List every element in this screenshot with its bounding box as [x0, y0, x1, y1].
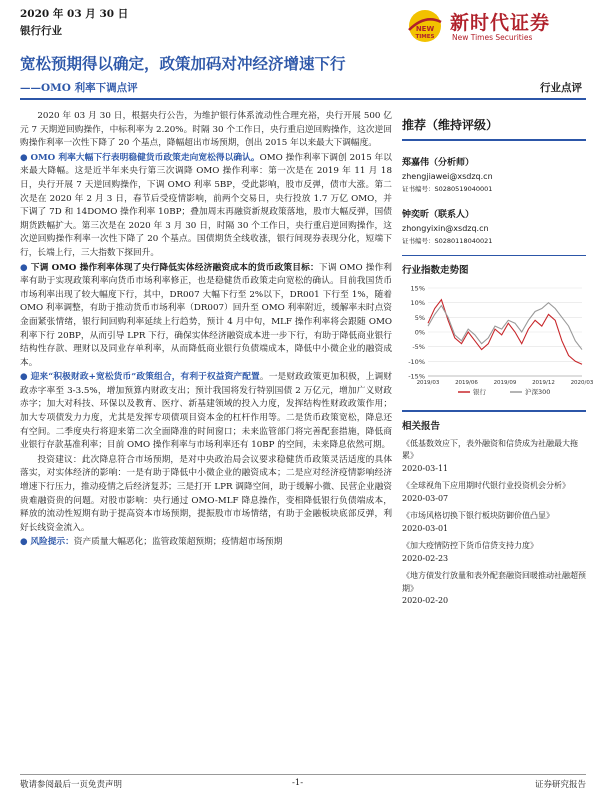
related-report-item[interactable]: [402, 438, 586, 476]
report-date: 2020 年 03 月 30 日: [20, 8, 129, 20]
svg-text:NEW: NEW: [415, 25, 435, 33]
sidebar-divider: [402, 410, 586, 412]
report-title: 宽松预期得以确定，政策加码对冲经济增速下行: [20, 54, 346, 73]
svg-text:TIMES: TIMES: [415, 34, 435, 40]
logo-english-name: New Times Securities: [452, 33, 533, 42]
legend-label: 银行: [473, 388, 486, 396]
section-text: 下调 OMO 操作利率有助于实现政策利率向货币市场利率修正，也是稳健货币政策走向宽松的确认。目前我国货币市场利率出现了较大幅度下行，其中，DR007 大幅下行至 2%以下，DR001 下行至 1%，随着 OMO 利率调整，有助于推动货币市场利率（DR007）回升至 OMO 利率附近，缓解率未时点资金面紧张情绪，银行间回购利率延续上行趋势，预计 4 月中旬，MLF 操作利率将会跟随 OMO 利率下行 20BP，从而引导 LPR 下行，确保实体经济融资成本进一步下行，有助于降低商业银行结构性存款、理财以及同业存单利率，从而降低商业银行负债端成本，降低中小微企业的融资成本。: [20, 262, 392, 368]
risk-heading: 风险提示：: [30, 537, 74, 548]
company-logo: [404, 8, 584, 46]
disclaimer-link[interactable]: 敬请参阅最后一页免责声明: [20, 780, 123, 790]
rating-label: 推荐（维持评级）: [402, 118, 499, 132]
section-text: 。一是财政政策更加积极，上调财政赤字率至 3-3.5%，增加预算内财政支出；预计我国将发行特别国债 2 万亿元，增加广义财政赤字；加大对科技、环保以及教育、医疗、新基建领域的投入力度，发挥结构性财政政策作用；加大专项债发力力度，尤其是发挥专项债项目资本金的杠杆作用等。二是货币政策宽松，降息还有空间。二季度央行将迎来第二次全面降准的时间窗口；未来监管部门将完善配套措施，降低商业银行存款基准利率；目前 OMO 操作利率与市场利率还有 10BP 的空间，未来降息依然可期。: [20, 372, 392, 451]
sidebar-divider: [402, 255, 586, 257]
x-tick-label: 2020/03: [570, 380, 594, 386]
header-divider: [20, 98, 586, 100]
industry-index-chart: [402, 282, 594, 400]
report-subtitle: ——OMO 利率下调点评: [20, 82, 138, 94]
analyst-cert: 证书编号：S0280118040021: [402, 236, 493, 245]
related-report-item[interactable]: [402, 480, 586, 505]
bullet-icon: ●: [20, 262, 28, 273]
new-times-logo-icon: [404, 8, 446, 44]
y-tick-label: -10%: [408, 357, 425, 366]
legend-label: 沪深300: [525, 388, 551, 396]
related-report-date: 2020-03-07: [402, 493, 449, 503]
related-report-item[interactable]: [402, 570, 586, 608]
sidebar: [402, 110, 594, 613]
section-policy-mix: [20, 371, 392, 453]
related-report-title: 《地方债发行放量和表外配套融资回暖推动社融超预期》: [402, 571, 586, 593]
footer-divider: [20, 774, 586, 775]
report-body: [20, 110, 392, 551]
x-tick-label: 2019/09: [493, 380, 517, 386]
section-policy-goal: [20, 262, 392, 371]
investment-advice-paragraph: 投资建议：此次降息符合市场预期，是对中央政治局会议要求稳健货币政策灵活适度的具体落实，对实体经济的影响：一是有助于降低中小微企业的融资成本；二是应对经济疫情影响经济增速下行压力，推动疫情之后经济复苏；三是打开 LPR 调降空间，助于缓解小微、民营企业融资贵难融资贵的问题。对股市影响：央行通过 OMO-MLF 降息操作，变相降低银行负债端成本，释放的流动性短期有助于提高资本市场预期，提振股市市场情绪，有助于金融板块底部反弹，利好长线资金流入。: [20, 454, 392, 533]
related-reports-title: 相关报告: [402, 420, 441, 432]
bullet-icon: ●: [20, 537, 28, 548]
related-report-item[interactable]: [402, 540, 586, 565]
industry-label: 银行行业: [20, 25, 62, 37]
x-tick-label: 2019/03: [416, 380, 440, 386]
related-report-date: 2020-03-01: [402, 523, 449, 533]
related-report-date: 2020-02-23: [402, 553, 449, 563]
y-tick-label: 15%: [410, 284, 425, 293]
related-report-date: 2020-03-11: [402, 463, 449, 473]
analyst-card: [402, 207, 586, 245]
related-report-title: 《低基数效应下，表外融资和信贷成为社融最大拖累》: [402, 438, 578, 460]
risk-text: 资产质量大幅恶化；监管政策超预期；疫情超市场预期: [73, 537, 283, 548]
analyst-card: [402, 155, 586, 193]
related-report-title: 《市场风格切换下银行板块防御价值凸显》: [402, 511, 554, 520]
y-tick-label: 5%: [414, 313, 425, 322]
analyst-name: 钟奕昕（联系人）: [402, 209, 475, 220]
analyst-email[interactable]: zhengjiawei@xsdzq.cn: [402, 171, 493, 181]
section-omo-rate: [20, 152, 392, 261]
risk-warning: [20, 536, 392, 550]
report-type: 行业点评: [540, 82, 582, 94]
y-tick-label: 10%: [410, 299, 425, 308]
sidebar-divider: [402, 139, 586, 141]
related-report-title: 《加大疫情防控下货币信贷支持力度》: [402, 541, 538, 550]
related-report-item[interactable]: [402, 510, 586, 535]
section-text: OMO 操作利率下调创 2015 年以来最大降幅。这是近半年来央行第三次调降 OMO 操作利率：第一次是在 2019 年 11 月 18 日，央行开展 7 天逆回购操作，下调 OMO 利率 5BP，受此影响，股市反弹，债市大涨。第二次是在 2020 年 2 月 3 日，春节后受疫情影响，前两个交易日，央行投放 1.7 万亿 OMO，并下调了 7D 和 14DOMO 操作利率 10BP；叠加周末再融资新规政策落地，股市大幅反弹，国债期货跌幅扩大。第三次是在 2020 年 3 月 30 日，时隔 30 个工作日，央行重启逆回购操作，这次逆回购操作利率一次性下降了 20 个基点。国债期货全线收涨，银行间现券表现分化，短端下行，长端上行，三大指数下探回升。: [20, 152, 392, 258]
bullet-icon: ●: [20, 372, 28, 383]
series-line-沪深300: [428, 303, 582, 350]
footer-report-label: 证券研究报告: [534, 780, 586, 790]
page-number: -1-: [292, 778, 304, 788]
section-heading: 迎来“积极财政+宽松货币”政策组合，有利于权益资产配置: [30, 372, 260, 383]
logo-chinese-name: 新时代证券: [450, 12, 551, 34]
section-heading: OMO 利率大幅下行表明稳健货币政策走向宽松得以确认。: [30, 152, 260, 163]
intro-paragraph: 2020 年 03 月 30 日，根据央行公告，为维护银行体系流动性合理充裕，央行开展 500 亿元 7 天期逆回购操作，中标利率为 2.20%。时隔 30 个工作日，央行重启逆回购操作，这次逆回购操作利率一次性下降了 20 个基点，降幅超出市场预期，创出 2015 年以来最大下调幅度。: [20, 111, 392, 149]
related-reports-list: [402, 438, 586, 608]
y-tick-label: -5%: [412, 343, 425, 352]
analyst-cert: 证书编号：S0280519040001: [402, 184, 493, 193]
related-report-title: 《全球视角下应用期时代银行业投资机会分析》: [402, 481, 570, 490]
bullet-icon: ●: [20, 152, 28, 163]
related-report-date: 2020-02-20: [402, 596, 449, 605]
section-heading: 下调 OMO 操作利率体现了央行降低实体经济融资成本的货币政策目标：: [30, 262, 319, 273]
trend-chart-title: 行业指数走势图: [402, 265, 469, 276]
y-tick-label: -15%: [408, 372, 425, 381]
analyst-name: 郑嘉伟（分析师）: [402, 157, 475, 168]
analyst-email[interactable]: zhongyixin@xsdzq.cn: [402, 223, 489, 233]
x-tick-label: 2019/12: [532, 380, 555, 386]
x-tick-label: 2019/06: [455, 380, 478, 386]
y-tick-label: 0%: [414, 328, 425, 337]
